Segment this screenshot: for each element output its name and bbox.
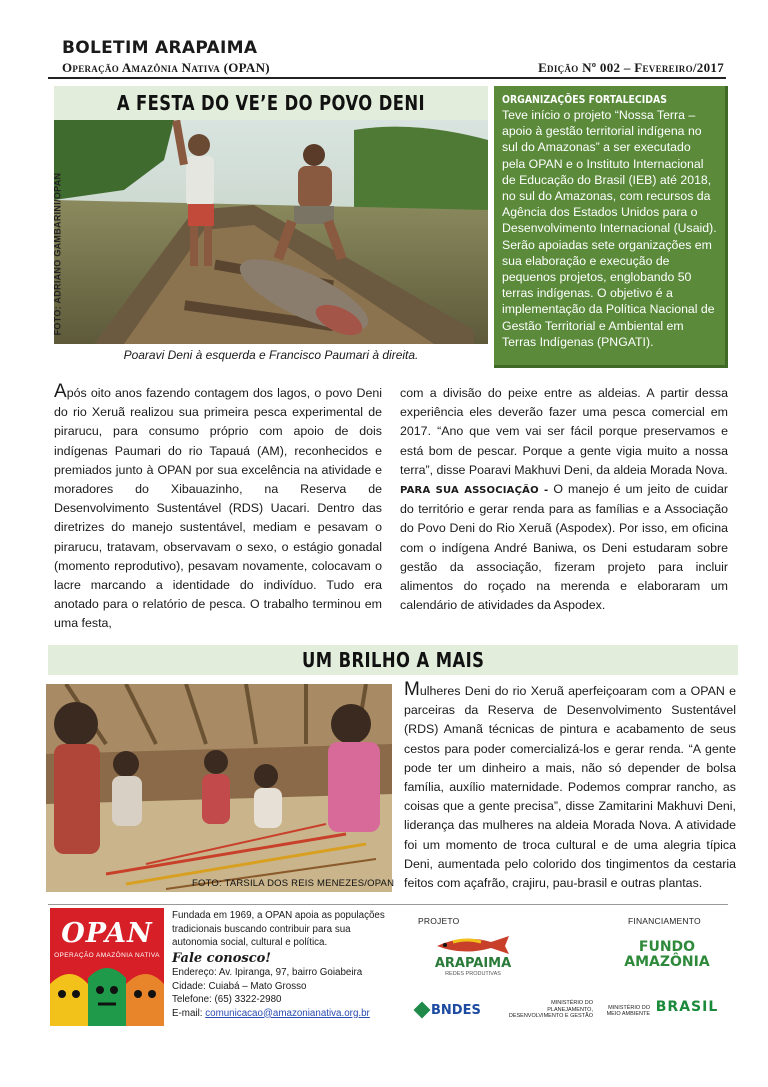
article2-photo (46, 684, 395, 892)
article1-photo (54, 120, 488, 344)
footer-address: Endereço: Av. Ipiranga, 97, bairro Goiabeira (172, 967, 363, 978)
footer-city: Cidade: Cuiabá – Mato Grosso (172, 980, 307, 992)
article1-caption: Poaravi Deni à esquerda e Francisco Paumari à direita. (123, 348, 419, 362)
brasil-logo: BRASIL (655, 999, 719, 1015)
masthead-rule (48, 77, 726, 79)
article1-photo-credit: FOTO: ADRIANO GAMBARINI/OPAN (52, 172, 63, 336)
footer-email-link[interactable]: comunicacao@amazonianativa.org.br (205, 1007, 370, 1019)
article1-headline-bar (54, 86, 488, 120)
fundo-amazonia-logo: FUNDO AMAZÔNIA (624, 939, 710, 970)
newsletter-title: BOLETIM ARAPAIMA (62, 38, 258, 58)
footer-info (172, 909, 394, 1020)
funding-label: FINANCIAMENTO (628, 916, 701, 926)
article2-photo-credit: FOTO: TARSILA DOS REIS MENEZES/OPAN (192, 878, 395, 889)
footer-about: Fundada em 1969, a OPAN apoia as populações tradicionais buscando contribuir para sua autonomia social, cultural e política. (172, 910, 385, 948)
sidebar-box (494, 86, 728, 368)
edition-line: Edição Nº 002 – Fevereiro/2017 (538, 60, 724, 75)
arapaima-logo: ARAPAIMA REDES PRODUTIVAS (418, 934, 528, 982)
sidebar-title: ORGANIZAÇÕES FORTALECIDAS (502, 93, 667, 106)
bndes-icon (414, 1002, 431, 1019)
ministry-meio-ambiente: MINISTÉRIO DO MEIO AMBIENTE (606, 1004, 650, 1017)
article1-col2-text2: O manejo é um jeito de cuidar do território e gerar renda para as famílias e a Associação do Povo Deni do Rio Xeruã (Aspodex). Por isso, em oficina com o indígena André Baniwa, os Deni estudaram sobre gestão da associação, fizeram projeto para incluir alimentos do roçado na merenda e elaboraram um calendário de atividades da Aspodex. (400, 482, 728, 613)
opan-logo: OPAN OPERAÇÃO AMAZÔNIA NATIVA (50, 908, 164, 1026)
article2-headline: UM BRILHO A MAIS (301, 648, 485, 672)
project-label: PROJETO (418, 916, 460, 926)
footer-email-line: E-mail: comunicacao@amazonianativa.org.br (172, 1007, 370, 1019)
fish-icon (433, 934, 513, 956)
sidebar-text: Teve início o projeto “Nossa Terra – apoio à gestão territorial indígena no sul do Amazonas” a ser executado pela OPAN e o Instituto Internacional de Educação do Brasil (IEB) até 2018, no sul do Amazonas, com recursos da Agência dos Estados Unidos para o Desenvolvimento Internacional (Usaid). Serão apoiadas sete organizações em sua elaboração e execução de pequenos projetos, englobando 50 terras indígenas. O objetivo é a implementação da Política Nacional de Gestão Territorial e Ambiental em Terras Indígenas (PNGATI). (502, 108, 717, 349)
article1-dropcap: A (54, 381, 67, 402)
article1-col2-text: com a divisão do peixe entre as aldeias. A partir dessa experiência eles deverão fazer uma pesca comercial em 2017. “Ano que vem vai ser fácil porque preservamos e está bom de pescar. Porque a gente vigia muito a nossa terra”, disse Poaravi Makhuvi Deni, da aldeia Morada Nova. (400, 386, 728, 477)
article2-text: ulheres Deni do rio Xeruã aperfeiçoaram com a OPAN e parceiras da Reserva de Desenvolvimento Sustentável (RDS) Amanã técnicas de pintura e acabamento de seus cestos para poder comercializá-los e gerar renda. “A gente pode ter um dinheiro a mais, não só depender de bolsa família, auxílio maternidade. Podemos comprar rancho, as coisas que a gente precisa”, disse Zamitarini Makhuvi Deni, liderança das mulheres na aldeia Morada Nova. A atividade foi um momento de troca cultural e de uma alegria típica Deni, aumentada pelo colorido dos tingimentos da cestaria feitos com açafrão, crajiru, pau-brasil e outras plantas. (404, 684, 736, 891)
article1-headline: A FESTA DO VE’E DO POVO DENI (116, 91, 426, 115)
organization-name: Operação Amazônia Nativa (OPAN) (62, 60, 270, 75)
article1-col1-text: pós oito anos fazendo contagem dos lagos, o povo Deni do rio Xeruã realizou sua primeira pesca experimental de pirarucu, para consumo próprio com apoio de dois indígenas Paumari do rio Tapauá (AM), reconhecidos e premiados junto à OPAN por sua excelência na atividade e moradores do Xibauazinho, na Reserva de Desenvolvimento Sustentável (RDS) Uacari. Dentro das diretrizes do manejo sustentável, mediam e pesavam o pirarucu, tratavam, observavam o sexo, o estágio gonadal (momento reprodutivo), pesavam novamente, colocavam o lacre marcando a identidade do indivíduo. Tudo era anotado para o relatório de pesca. O trabalho terminou em uma festa, (54, 386, 382, 631)
footer-phone: Telefone: (65) 3322-2980 (172, 994, 282, 1005)
article2-headline-bar (48, 645, 738, 675)
article2-column (404, 680, 736, 893)
bndes-logo: BNDES (416, 1000, 481, 1020)
article1-column-1 (54, 382, 382, 634)
footer-contact-title: Fale conosco! (172, 950, 271, 966)
article1-column-2 (400, 384, 728, 615)
article1-subhead: PARA SUA ASSOCIAÇÃO - (400, 485, 549, 497)
ministry-planejamento: MINISTÉRIO DO PLANEJAMENTO, DESENVOLVIMENTO E GESTÃO (508, 1000, 593, 1020)
article2-dropcap: M (404, 679, 420, 700)
